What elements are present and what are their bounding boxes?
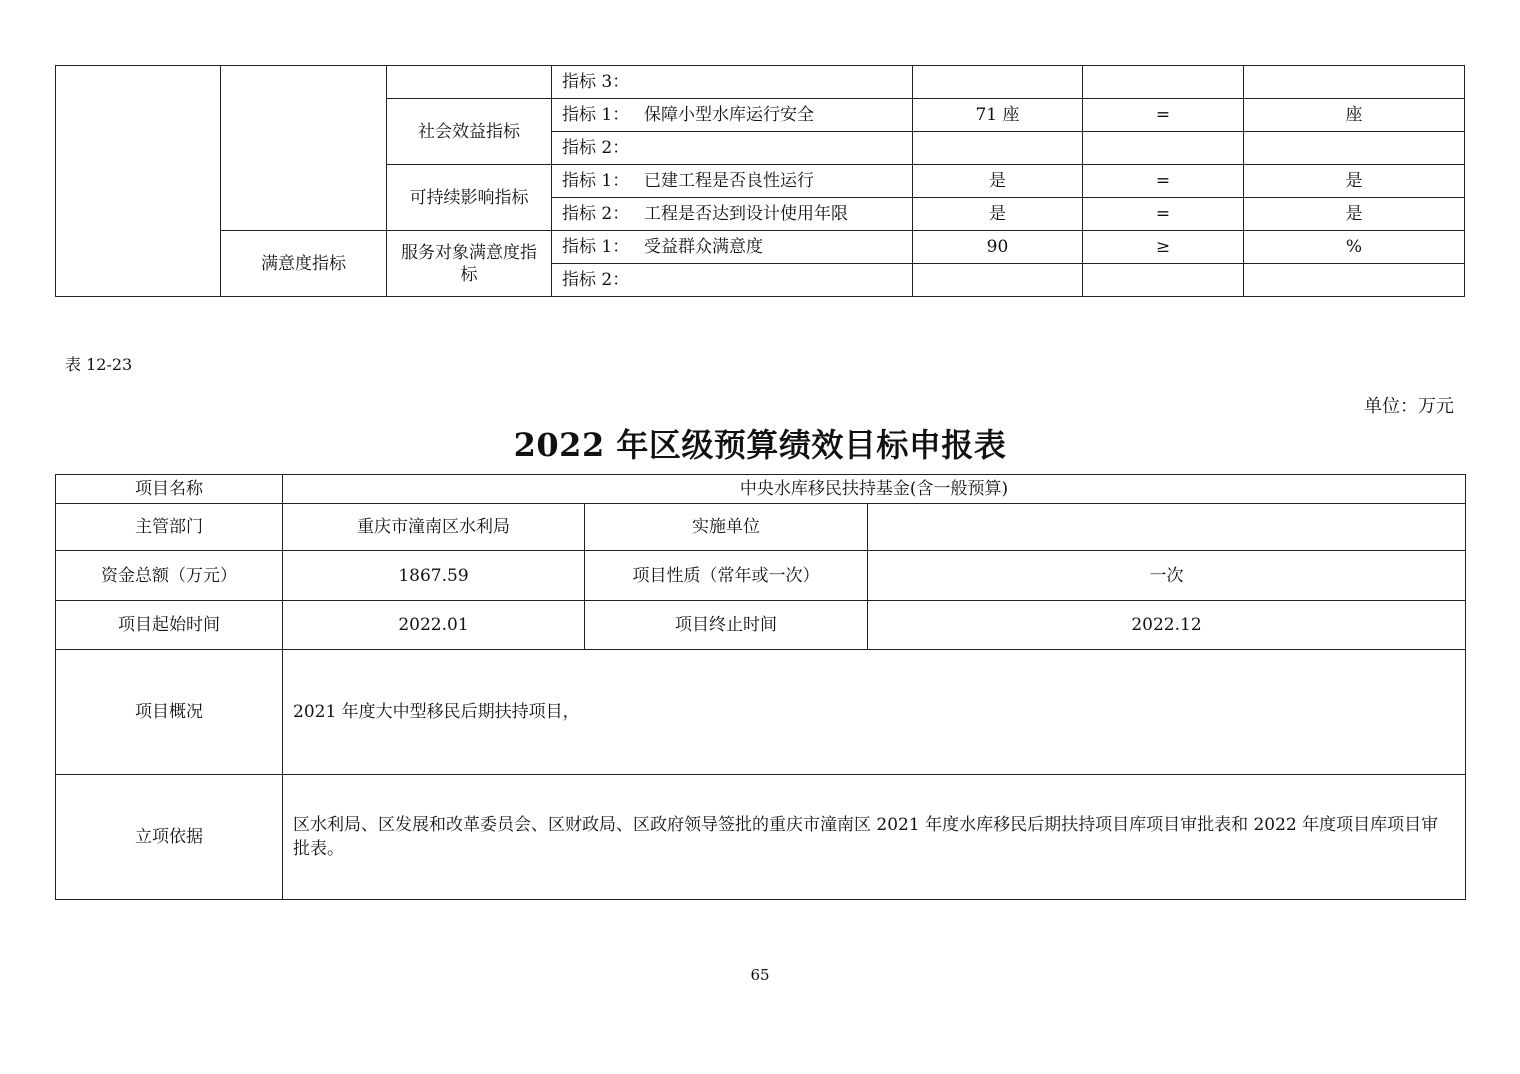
table-row <box>56 551 1466 601</box>
indicator-desc: 工程是否达到设计使用年限 <box>644 204 848 224</box>
indicator-label: 指标 2： <box>552 264 913 297</box>
indicator-value: 是 <box>913 198 1083 231</box>
indicator-unit: 是 <box>1244 165 1465 198</box>
indicator-operator: = <box>1083 99 1244 132</box>
indicator-operator: ≥ <box>1083 231 1244 264</box>
dept-value: 重庆市潼南区水利局 <box>283 504 585 551</box>
page-number: 65 <box>750 966 770 984</box>
start-label: 项目起始时间 <box>56 601 283 650</box>
blank-cell <box>387 66 552 99</box>
indicator-desc: 受益群众满意度 <box>644 237 763 257</box>
indicator-cell <box>552 231 913 264</box>
table-row <box>56 504 1466 551</box>
project-name-label: 项目名称 <box>56 475 283 504</box>
indicator-unit: % <box>1244 231 1465 264</box>
indicator-operator: = <box>1083 198 1244 231</box>
indicator-desc: 已建工程是否良性运行 <box>644 171 814 191</box>
indicator-value: 71 座 <box>913 99 1083 132</box>
category-satisfaction-level1: 满意度指标 <box>221 231 387 297</box>
category-satisfaction: 服务对象满意度指标 <box>387 231 552 297</box>
indicator-label: 指标 1： <box>562 237 630 257</box>
indicator-value: 是 <box>913 165 1083 198</box>
table-row <box>56 601 1466 650</box>
blank-cell <box>56 66 221 297</box>
indicator-operator: = <box>1083 165 1244 198</box>
end-label: 项目终止时间 <box>585 601 868 650</box>
indicator-unit: 座 <box>1244 99 1465 132</box>
overview-label: 项目概况 <box>56 650 283 775</box>
dept-label: 主管部门 <box>56 504 283 551</box>
start-value: 2022.01 <box>283 601 585 650</box>
indicator-cell <box>552 99 913 132</box>
impl-label: 实施单位 <box>585 504 868 551</box>
table-row <box>56 231 1465 264</box>
indicator-desc: 保障小型水库运行安全 <box>644 105 814 125</box>
total-value: 1867.59 <box>283 551 585 601</box>
table-row <box>56 650 1466 775</box>
project-name-value: 中央水库移民扶持基金(含一般预算) <box>283 475 1466 504</box>
table-row <box>56 475 1466 504</box>
project-info-table <box>55 474 1466 900</box>
table-row <box>56 775 1466 900</box>
indicator-cell <box>552 165 913 198</box>
table-number: 表 12-23 <box>65 355 133 374</box>
total-label: 资金总额（万元） <box>56 551 283 601</box>
indicator-unit: 是 <box>1244 198 1465 231</box>
end-value: 2022.12 <box>868 601 1466 650</box>
impl-value <box>868 504 1466 551</box>
indicator-label: 指标 1： <box>562 171 630 191</box>
overview-value: 2021 年度大中型移民后期扶持项目， <box>283 650 1466 775</box>
nature-value: 一次 <box>868 551 1466 601</box>
indicator-label: 指标 2： <box>552 132 913 165</box>
blank-cell <box>221 66 387 231</box>
indicator-value: 90 <box>913 231 1083 264</box>
unit-label: 单位：万元 <box>1364 396 1454 417</box>
category-social-benefit: 社会效益指标 <box>387 99 552 165</box>
indicator-label: 指标 1： <box>562 105 630 125</box>
table-row <box>56 66 1465 99</box>
category-sustainable: 可持续影响指标 <box>387 165 552 231</box>
indicator-table <box>55 65 1465 297</box>
basis-label: 立项依据 <box>56 775 283 900</box>
indicator-label: 指标 3： <box>552 66 913 99</box>
nature-label: 项目性质（常年或一次） <box>585 551 868 601</box>
indicator-cell <box>552 198 913 231</box>
indicator-label: 指标 2： <box>562 204 630 224</box>
basis-value: 区水利局、区发展和改革委员会、区财政局、区政府领导签批的重庆市潼南区 2021 年度水库移民后期扶持项目库项目审批表和 2022 年度项目库项目审批表。 <box>283 775 1466 900</box>
page-title: 2022 年区级预算绩效目标申报表 <box>513 426 1007 464</box>
